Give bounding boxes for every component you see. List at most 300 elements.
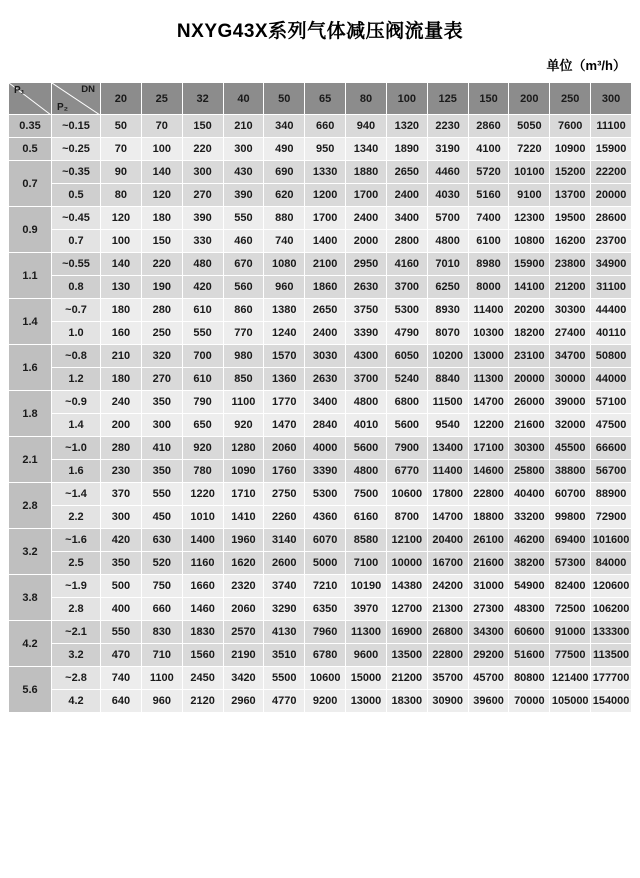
- cell-p1-0.35: 0.35: [9, 115, 52, 138]
- cell-flow-dn150: 34300: [468, 621, 509, 644]
- cell-flow-dn250: 57300: [550, 552, 591, 575]
- cell-flow-dn50: 5500: [264, 667, 305, 690]
- cell-flow-dn80: 13000: [346, 690, 387, 713]
- cell-flow-dn20: 130: [101, 276, 142, 299]
- cell-p2: ~0.35: [52, 161, 101, 184]
- cell-flow-dn300: 154000: [591, 690, 632, 713]
- cell-flow-dn80: 3970: [346, 598, 387, 621]
- cell-p2: 0.5: [52, 184, 101, 207]
- cell-flow-dn100: 8700: [386, 506, 427, 529]
- cell-flow-dn20: 300: [101, 506, 142, 529]
- cell-flow-dn80: 8580: [346, 529, 387, 552]
- cell-flow-dn300: 23700: [591, 230, 632, 253]
- cell-flow-dn40: 1960: [223, 529, 264, 552]
- cell-flow-dn20: 80: [101, 184, 142, 207]
- cell-flow-dn150: 6100: [468, 230, 509, 253]
- cell-flow-dn50: 1080: [264, 253, 305, 276]
- cell-flow-dn32: 700: [182, 345, 223, 368]
- cell-flow-dn300: 34900: [591, 253, 632, 276]
- cell-flow-dn250: 30300: [550, 299, 591, 322]
- cell-flow-dn200: 21600: [509, 414, 550, 437]
- cell-flow-dn250: 105000: [550, 690, 591, 713]
- cell-flow-dn300: 28600: [591, 207, 632, 230]
- cell-flow-dn250: 23800: [550, 253, 591, 276]
- cell-flow-dn50: 2750: [264, 483, 305, 506]
- cell-flow-dn65: 9200: [305, 690, 346, 713]
- cell-flow-dn80: 15000: [346, 667, 387, 690]
- cell-flow-dn125: 4460: [427, 161, 468, 184]
- cell-flow-dn32: 1010: [182, 506, 223, 529]
- cell-flow-dn125: 5700: [427, 207, 468, 230]
- cell-flow-dn300: 120600: [591, 575, 632, 598]
- cell-flow-dn20: 350: [101, 552, 142, 575]
- cell-flow-dn250: 38800: [550, 460, 591, 483]
- cell-flow-dn25: 350: [141, 391, 182, 414]
- cell-flow-dn200: 10100: [509, 161, 550, 184]
- cell-flow-dn100: 14380: [386, 575, 427, 598]
- cell-p2: ~0.8: [52, 345, 101, 368]
- cell-flow-dn25: 410: [141, 437, 182, 460]
- cell-flow-dn300: 47500: [591, 414, 632, 437]
- table-row: [9, 437, 632, 460]
- cell-flow-dn32: 480: [182, 253, 223, 276]
- cell-flow-dn150: 27300: [468, 598, 509, 621]
- cell-flow-dn50: 3290: [264, 598, 305, 621]
- cell-p2: ~1.0: [52, 437, 101, 460]
- cell-flow-dn32: 1830: [182, 621, 223, 644]
- cell-p2: ~1.4: [52, 483, 101, 506]
- cell-flow-dn65: 3390: [305, 460, 346, 483]
- cell-flow-dn25: 100: [141, 138, 182, 161]
- cell-p2: ~0.25: [52, 138, 101, 161]
- cell-flow-dn40: 920: [223, 414, 264, 437]
- cell-p2: 1.2: [52, 368, 101, 391]
- cell-flow-dn300: 84000: [591, 552, 632, 575]
- cell-flow-dn200: 7220: [509, 138, 550, 161]
- header-p2-label: P₂: [57, 102, 69, 113]
- cell-flow-dn20: 230: [101, 460, 142, 483]
- cell-flow-dn32: 1160: [182, 552, 223, 575]
- cell-flow-dn25: 300: [141, 414, 182, 437]
- cell-flow-dn50: 690: [264, 161, 305, 184]
- cell-p2: 1.0: [52, 322, 101, 345]
- cell-flow-dn65: 4360: [305, 506, 346, 529]
- cell-flow-dn250: 16200: [550, 230, 591, 253]
- table-row: [9, 322, 632, 345]
- cell-flow-dn80: 5600: [346, 437, 387, 460]
- cell-p2: ~0.15: [52, 115, 101, 138]
- table-row: [9, 506, 632, 529]
- cell-flow-dn125: 21300: [427, 598, 468, 621]
- cell-flow-dn50: 4130: [264, 621, 305, 644]
- cell-flow-dn200: 51600: [509, 644, 550, 667]
- cell-flow-dn40: 1280: [223, 437, 264, 460]
- cell-flow-dn25: 710: [141, 644, 182, 667]
- cell-flow-dn80: 6160: [346, 506, 387, 529]
- table-row: [9, 253, 632, 276]
- cell-flow-dn25: 660: [141, 598, 182, 621]
- cell-p1-5.6: 5.6: [9, 667, 52, 713]
- cell-flow-dn200: 20200: [509, 299, 550, 322]
- cell-flow-dn32: 270: [182, 184, 223, 207]
- cell-flow-dn80: 1700: [346, 184, 387, 207]
- header-dn-col-200: 200: [509, 83, 550, 115]
- cell-p1-3.8: 3.8: [9, 575, 52, 621]
- cell-flow-dn200: 23100: [509, 345, 550, 368]
- cell-flow-dn125: 9540: [427, 414, 468, 437]
- cell-flow-dn200: 54900: [509, 575, 550, 598]
- cell-flow-dn250: 121400: [550, 667, 591, 690]
- cell-flow-dn150: 31000: [468, 575, 509, 598]
- cell-flow-dn20: 420: [101, 529, 142, 552]
- cell-flow-dn125: 4800: [427, 230, 468, 253]
- cell-flow-dn125: 8930: [427, 299, 468, 322]
- cell-flow-dn250: 30000: [550, 368, 591, 391]
- cell-flow-dn80: 2000: [346, 230, 387, 253]
- cell-p2: ~0.9: [52, 391, 101, 414]
- cell-flow-dn250: 15200: [550, 161, 591, 184]
- cell-flow-dn40: 390: [223, 184, 264, 207]
- cell-flow-dn32: 150: [182, 115, 223, 138]
- cell-flow-dn200: 18200: [509, 322, 550, 345]
- cell-flow-dn20: 120: [101, 207, 142, 230]
- cell-flow-dn80: 4300: [346, 345, 387, 368]
- cell-flow-dn200: 5050: [509, 115, 550, 138]
- cell-flow-dn65: 6070: [305, 529, 346, 552]
- cell-flow-dn80: 4800: [346, 391, 387, 414]
- table-row: [9, 207, 632, 230]
- cell-flow-dn40: 1710: [223, 483, 264, 506]
- cell-flow-dn65: 2400: [305, 322, 346, 345]
- cell-flow-dn100: 1320: [386, 115, 427, 138]
- cell-flow-dn25: 830: [141, 621, 182, 644]
- cell-flow-dn20: 400: [101, 598, 142, 621]
- cell-flow-dn150: 4100: [468, 138, 509, 161]
- cell-flow-dn25: 280: [141, 299, 182, 322]
- cell-flow-dn125: 2230: [427, 115, 468, 138]
- cell-flow-dn80: 7100: [346, 552, 387, 575]
- cell-flow-dn65: 1200: [305, 184, 346, 207]
- cell-flow-dn40: 560: [223, 276, 264, 299]
- cell-flow-dn150: 13000: [468, 345, 509, 368]
- cell-p2: 2.8: [52, 598, 101, 621]
- cell-flow-dn80: 4800: [346, 460, 387, 483]
- cell-flow-dn32: 1460: [182, 598, 223, 621]
- cell-flow-dn20: 210: [101, 345, 142, 368]
- cell-flow-dn32: 920: [182, 437, 223, 460]
- cell-flow-dn125: 22800: [427, 644, 468, 667]
- header-dn-col-32: 32: [182, 83, 223, 115]
- header-dn-col-250: 250: [550, 83, 591, 115]
- cell-flow-dn65: 1700: [305, 207, 346, 230]
- cell-flow-dn250: 27400: [550, 322, 591, 345]
- header-dn-label: DN: [81, 84, 95, 95]
- cell-flow-dn100: 2650: [386, 161, 427, 184]
- cell-flow-dn20: 740: [101, 667, 142, 690]
- cell-flow-dn125: 16700: [427, 552, 468, 575]
- cell-flow-dn200: 46200: [509, 529, 550, 552]
- cell-flow-dn125: 17800: [427, 483, 468, 506]
- header-corner-p1: [9, 83, 52, 115]
- cell-flow-dn100: 7900: [386, 437, 427, 460]
- cell-flow-dn100: 13500: [386, 644, 427, 667]
- cell-p2: ~0.7: [52, 299, 101, 322]
- cell-flow-dn200: 30300: [509, 437, 550, 460]
- cell-flow-dn20: 500: [101, 575, 142, 598]
- cell-flow-dn100: 21200: [386, 667, 427, 690]
- cell-flow-dn50: 3140: [264, 529, 305, 552]
- cell-flow-dn65: 2840: [305, 414, 346, 437]
- cell-flow-dn32: 790: [182, 391, 223, 414]
- table-row: [9, 115, 632, 138]
- cell-flow-dn200: 25800: [509, 460, 550, 483]
- cell-flow-dn100: 12700: [386, 598, 427, 621]
- cell-flow-dn150: 18800: [468, 506, 509, 529]
- cell-p1-0.5: 0.5: [9, 138, 52, 161]
- cell-flow-dn80: 7500: [346, 483, 387, 506]
- cell-flow-dn50: 1470: [264, 414, 305, 437]
- cell-flow-dn25: 630: [141, 529, 182, 552]
- cell-flow-dn50: 620: [264, 184, 305, 207]
- cell-flow-dn125: 7010: [427, 253, 468, 276]
- cell-flow-dn50: 1380: [264, 299, 305, 322]
- cell-flow-dn25: 450: [141, 506, 182, 529]
- header-dn-col-20: 20: [101, 83, 142, 115]
- cell-flow-dn300: 44000: [591, 368, 632, 391]
- table-row: [9, 460, 632, 483]
- cell-flow-dn40: 2570: [223, 621, 264, 644]
- cell-flow-dn40: 300: [223, 138, 264, 161]
- cell-flow-dn125: 26800: [427, 621, 468, 644]
- cell-flow-dn80: 3700: [346, 368, 387, 391]
- cell-flow-dn100: 6050: [386, 345, 427, 368]
- cell-flow-dn40: 430: [223, 161, 264, 184]
- cell-flow-dn125: 6250: [427, 276, 468, 299]
- table-row: [9, 391, 632, 414]
- cell-flow-dn150: 10300: [468, 322, 509, 345]
- cell-flow-dn32: 1660: [182, 575, 223, 598]
- cell-flow-dn150: 8000: [468, 276, 509, 299]
- cell-flow-dn20: 160: [101, 322, 142, 345]
- cell-flow-dn250: 91000: [550, 621, 591, 644]
- cell-flow-dn125: 14700: [427, 506, 468, 529]
- cell-flow-dn80: 940: [346, 115, 387, 138]
- header-dn-col-80: 80: [346, 83, 387, 115]
- table-row: [9, 414, 632, 437]
- cell-flow-dn65: 7210: [305, 575, 346, 598]
- cell-flow-dn150: 17100: [468, 437, 509, 460]
- cell-flow-dn20: 240: [101, 391, 142, 414]
- cell-flow-dn250: 60700: [550, 483, 591, 506]
- table-row: [9, 621, 632, 644]
- table-row: [9, 299, 632, 322]
- cell-flow-dn125: 10200: [427, 345, 468, 368]
- cell-flow-dn20: 550: [101, 621, 142, 644]
- cell-flow-dn250: 77500: [550, 644, 591, 667]
- cell-flow-dn25: 180: [141, 207, 182, 230]
- cell-flow-dn50: 340: [264, 115, 305, 138]
- cell-flow-dn25: 70: [141, 115, 182, 138]
- cell-flow-dn20: 100: [101, 230, 142, 253]
- cell-flow-dn25: 120: [141, 184, 182, 207]
- cell-flow-dn125: 20400: [427, 529, 468, 552]
- cell-flow-dn50: 2060: [264, 437, 305, 460]
- cell-flow-dn250: 72500: [550, 598, 591, 621]
- table-row: [9, 368, 632, 391]
- cell-flow-dn32: 610: [182, 299, 223, 322]
- cell-flow-dn250: 34700: [550, 345, 591, 368]
- cell-flow-dn200: 80800: [509, 667, 550, 690]
- cell-flow-dn200: 20000: [509, 368, 550, 391]
- cell-flow-dn100: 2400: [386, 184, 427, 207]
- cell-flow-dn125: 11400: [427, 460, 468, 483]
- cell-flow-dn250: 32000: [550, 414, 591, 437]
- cell-flow-dn65: 4000: [305, 437, 346, 460]
- cell-flow-dn125: 30900: [427, 690, 468, 713]
- table-row: [9, 552, 632, 575]
- cell-p2: ~1.9: [52, 575, 101, 598]
- cell-flow-dn250: 99800: [550, 506, 591, 529]
- table-row: [9, 345, 632, 368]
- cell-flow-dn65: 6780: [305, 644, 346, 667]
- cell-flow-dn25: 140: [141, 161, 182, 184]
- cell-flow-dn80: 10190: [346, 575, 387, 598]
- cell-flow-dn250: 19500: [550, 207, 591, 230]
- cell-flow-dn80: 11300: [346, 621, 387, 644]
- cell-flow-dn100: 1890: [386, 138, 427, 161]
- cell-flow-dn25: 270: [141, 368, 182, 391]
- cell-flow-dn32: 2120: [182, 690, 223, 713]
- flow-table: [8, 82, 632, 713]
- cell-flow-dn250: 39000: [550, 391, 591, 414]
- cell-flow-dn300: 22200: [591, 161, 632, 184]
- cell-flow-dn250: 45500: [550, 437, 591, 460]
- cell-p2: 1.6: [52, 460, 101, 483]
- cell-flow-dn150: 21600: [468, 552, 509, 575]
- cell-flow-dn100: 6800: [386, 391, 427, 414]
- cell-flow-dn125: 4030: [427, 184, 468, 207]
- table-body: [9, 115, 632, 713]
- header-dn-col-150: 150: [468, 83, 509, 115]
- page-title: NXYG43X系列气体减压阀流量表: [176, 21, 464, 42]
- cell-p1-0.9: 0.9: [9, 207, 52, 253]
- cell-flow-dn65: 3030: [305, 345, 346, 368]
- cell-flow-dn32: 2450: [182, 667, 223, 690]
- cell-flow-dn300: 72900: [591, 506, 632, 529]
- cell-flow-dn150: 7400: [468, 207, 509, 230]
- cell-flow-dn40: 2190: [223, 644, 264, 667]
- cell-flow-dn40: 210: [223, 115, 264, 138]
- cell-flow-dn20: 640: [101, 690, 142, 713]
- cell-flow-dn40: 770: [223, 322, 264, 345]
- cell-flow-dn100: 3700: [386, 276, 427, 299]
- cell-flow-dn40: 1410: [223, 506, 264, 529]
- cell-flow-dn80: 2400: [346, 207, 387, 230]
- cell-flow-dn100: 18300: [386, 690, 427, 713]
- cell-flow-dn25: 220: [141, 253, 182, 276]
- cell-flow-dn150: 26100: [468, 529, 509, 552]
- cell-flow-dn40: 550: [223, 207, 264, 230]
- table-row: [9, 598, 632, 621]
- header-dn-col-300: 300: [591, 83, 632, 115]
- table-row: [9, 483, 632, 506]
- cell-flow-dn32: 220: [182, 138, 223, 161]
- cell-flow-dn32: 550: [182, 322, 223, 345]
- cell-flow-dn40: 670: [223, 253, 264, 276]
- cell-flow-dn250: 10900: [550, 138, 591, 161]
- cell-flow-dn80: 3390: [346, 322, 387, 345]
- cell-flow-dn125: 24200: [427, 575, 468, 598]
- cell-flow-dn300: 56700: [591, 460, 632, 483]
- cell-flow-dn300: 101600: [591, 529, 632, 552]
- cell-flow-dn25: 250: [141, 322, 182, 345]
- cell-flow-dn20: 200: [101, 414, 142, 437]
- cell-p1-3.2: 3.2: [9, 529, 52, 575]
- cell-flow-dn100: 12100: [386, 529, 427, 552]
- cell-p2: 2.5: [52, 552, 101, 575]
- table-row: [9, 667, 632, 690]
- cell-flow-dn150: 39600: [468, 690, 509, 713]
- cell-p1-0.7: 0.7: [9, 161, 52, 207]
- cell-flow-dn65: 3400: [305, 391, 346, 414]
- cell-flow-dn65: 7960: [305, 621, 346, 644]
- cell-flow-dn200: 10800: [509, 230, 550, 253]
- cell-flow-dn65: 6350: [305, 598, 346, 621]
- table-row: [9, 690, 632, 713]
- cell-flow-dn40: 1100: [223, 391, 264, 414]
- cell-flow-dn32: 420: [182, 276, 223, 299]
- cell-flow-dn150: 11300: [468, 368, 509, 391]
- cell-flow-dn65: 1400: [305, 230, 346, 253]
- cell-p2: 1.4: [52, 414, 101, 437]
- cell-flow-dn65: 2650: [305, 299, 346, 322]
- header-dn-col-125: 125: [427, 83, 468, 115]
- cell-flow-dn40: 460: [223, 230, 264, 253]
- cell-p1-2.1: 2.1: [9, 437, 52, 483]
- header-dn-col-50: 50: [264, 83, 305, 115]
- cell-flow-dn50: 1770: [264, 391, 305, 414]
- cell-flow-dn32: 1400: [182, 529, 223, 552]
- cell-flow-dn50: 1360: [264, 368, 305, 391]
- cell-flow-dn125: 35700: [427, 667, 468, 690]
- cell-p1-1.6: 1.6: [9, 345, 52, 391]
- cell-flow-dn32: 300: [182, 161, 223, 184]
- cell-p2: 4.2: [52, 690, 101, 713]
- cell-flow-dn250: 69400: [550, 529, 591, 552]
- cell-flow-dn100: 3400: [386, 207, 427, 230]
- cell-flow-dn65: 2630: [305, 368, 346, 391]
- cell-flow-dn25: 1100: [141, 667, 182, 690]
- cell-flow-dn200: 40400: [509, 483, 550, 506]
- cell-flow-dn80: 2630: [346, 276, 387, 299]
- cell-flow-dn80: 3750: [346, 299, 387, 322]
- cell-flow-dn150: 14600: [468, 460, 509, 483]
- cell-flow-dn150: 11400: [468, 299, 509, 322]
- cell-flow-dn100: 4160: [386, 253, 427, 276]
- table-head: [9, 83, 632, 115]
- cell-flow-dn50: 490: [264, 138, 305, 161]
- cell-flow-dn50: 1570: [264, 345, 305, 368]
- cell-flow-dn200: 9100: [509, 184, 550, 207]
- cell-flow-dn32: 610: [182, 368, 223, 391]
- cell-p1-4.2: 4.2: [9, 621, 52, 667]
- cell-flow-dn80: 1880: [346, 161, 387, 184]
- header-corner-p2-dn: [52, 83, 101, 115]
- cell-flow-dn40: 2060: [223, 598, 264, 621]
- cell-flow-dn200: 38200: [509, 552, 550, 575]
- cell-flow-dn40: 980: [223, 345, 264, 368]
- cell-flow-dn25: 320: [141, 345, 182, 368]
